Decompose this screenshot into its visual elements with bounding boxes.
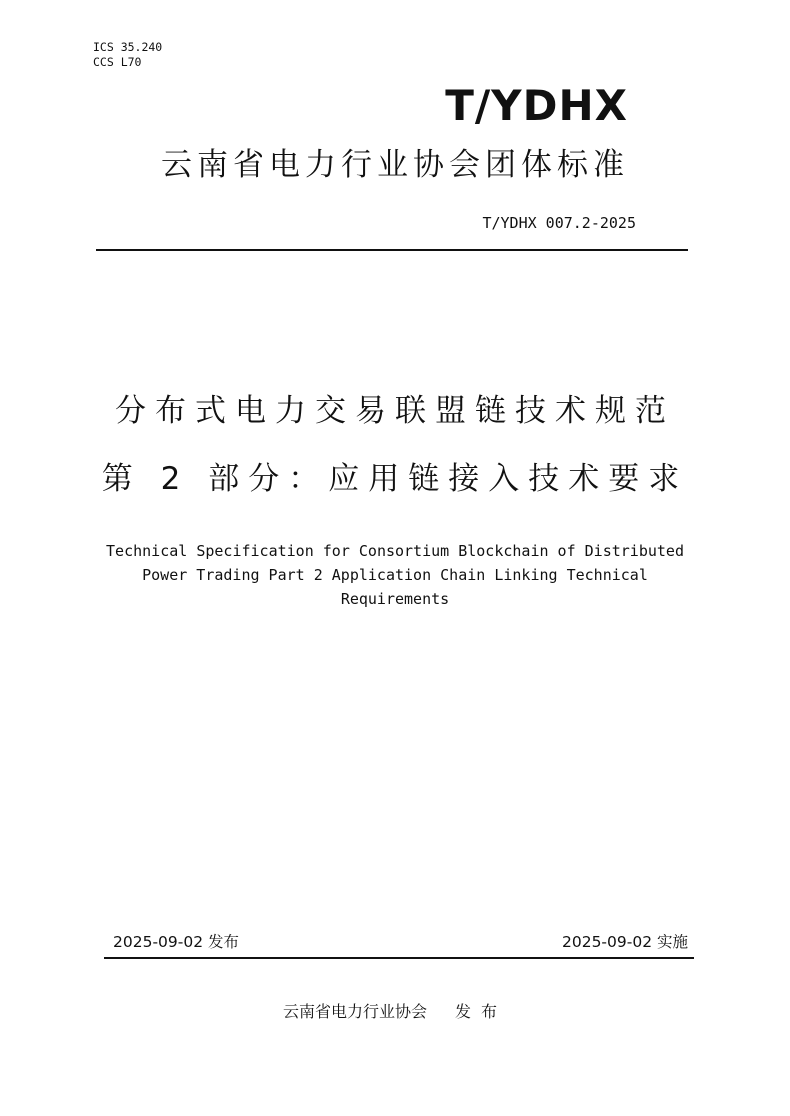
standard-code-mark: T/YDHX: [445, 81, 628, 130]
classification-codes: [93, 40, 162, 70]
implementation-date: 2025-09-02 实施: [561, 933, 688, 951]
publisher-organization: 云南省电力行业协会: [282, 1002, 427, 1021]
document-title-en-line-3: Requirements: [340, 590, 450, 608]
document-title-en-line-2: Power Trading Part 2 Application Chain Linking Technical: [142, 566, 648, 584]
ics-code: ICS 35.240: [93, 40, 163, 54]
document-title-en: [80, 539, 710, 611]
publisher-action: 发布: [455, 1002, 508, 1021]
issue-date: 2025-09-02 发布: [113, 933, 240, 951]
ccs-code: CCS L70: [93, 55, 142, 69]
standard-number: T/YDHX 007.2-2025: [482, 214, 636, 232]
document-title-cn-line-1: 分布式电力交易联盟链技术规范: [115, 393, 675, 429]
publisher-line: [0, 1000, 790, 1024]
organization-standard-title: 云南省电力行业协会团体标准: [161, 147, 629, 183]
header-divider: [96, 249, 688, 251]
document-title-cn-line-2: 第 2 部分：应用链接入技术要求: [101, 461, 689, 497]
document-title-en-line-1: Technical Specification for Consortium Blockchain of Distributed: [106, 542, 684, 560]
footer-divider: [104, 957, 694, 959]
